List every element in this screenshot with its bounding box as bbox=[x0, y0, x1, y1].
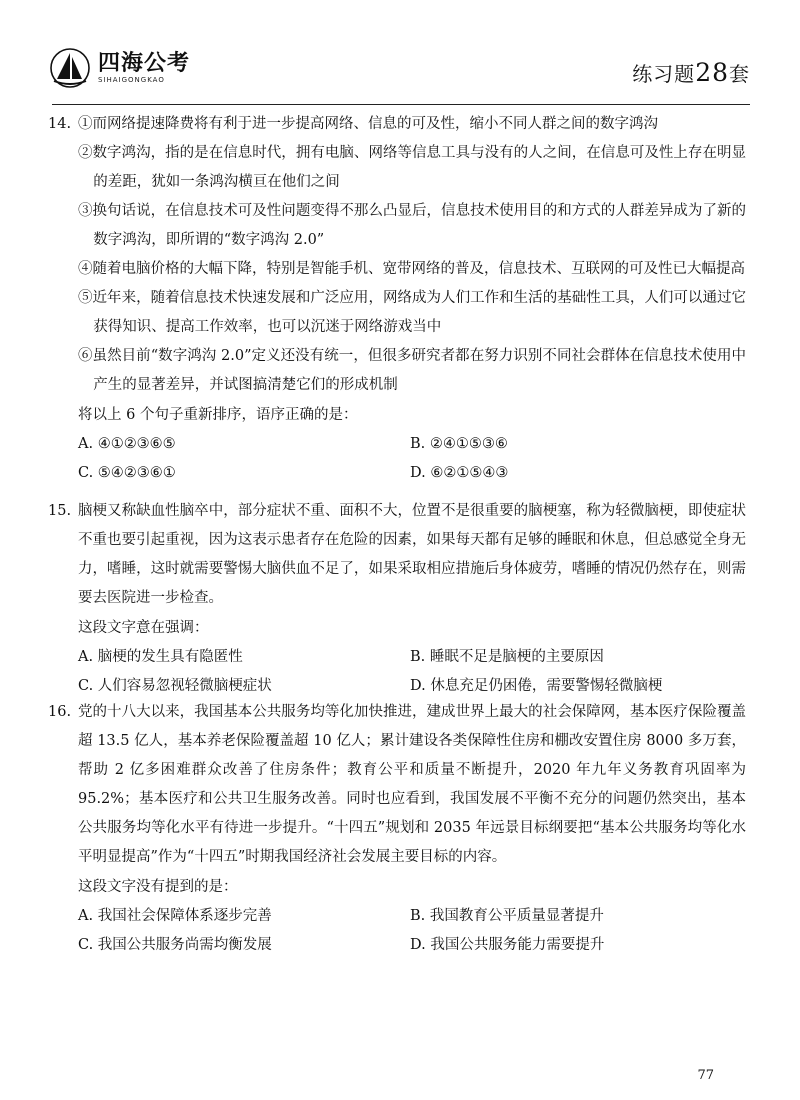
option-d[interactable]: D. 我国公共服务能力需要提升 bbox=[410, 937, 605, 953]
option-c[interactable]: C. ⑤④②③⑥① bbox=[78, 465, 176, 481]
question-16 bbox=[48, 698, 746, 960]
question-number: 15. bbox=[48, 503, 72, 519]
sailboat-logo-icon bbox=[48, 48, 92, 88]
sentence-3: ③换句话说，在信息技术可及性问题变得不那么凸显后，信息技术使用目的和方式的人群差异成为了新的数字鸿沟，即所谓的“数字鸿沟 2.0” bbox=[78, 203, 746, 248]
logo-subtext: SIHAIGONGKAO bbox=[98, 75, 165, 84]
option-d[interactable]: D. ⑥②①⑤④③ bbox=[410, 465, 509, 481]
question-number: 16. bbox=[48, 704, 72, 720]
answer-options bbox=[78, 430, 746, 488]
sentence-2: ②数字鸿沟，指的是在信息时代，拥有电脑、网络等信息工具与没有的人之间，在信息可及性上存在明显的差距，犹如一条鸿沟横亘在他们之间 bbox=[78, 145, 746, 190]
question-14 bbox=[48, 110, 746, 488]
sentence-6: ⑥虽然目前“数字鸿沟 2.0”定义还没有统一，但很多研究者都在努力识别不同社会群体在信息技术使用中产生的显著差异，并试图搞清楚它们的形成机制 bbox=[78, 348, 746, 393]
question-number: 14. bbox=[48, 116, 72, 132]
option-a[interactable]: A. 脑梗的发生具有隐匿性 bbox=[78, 649, 243, 665]
brand-logo bbox=[48, 48, 190, 88]
option-a[interactable]: A. ④①②③⑥⑤ bbox=[78, 436, 176, 452]
sentence-1: ①而网络提速降费将有利于进一步提高网络、信息的可及性，缩小不同人群之间的数字鸿沟 bbox=[78, 116, 658, 132]
answer-options bbox=[78, 643, 746, 701]
option-b[interactable]: B. 我国教育公平质量显著提升 bbox=[410, 908, 604, 924]
sentence-4: ④随着电脑价格的大幅下降，特别是智能手机、宽带网络的普及，信息技术、互联网的可及性已大幅提高 bbox=[78, 261, 745, 277]
header-divider bbox=[52, 104, 750, 105]
option-b[interactable]: B. ②④①⑤③⑥ bbox=[410, 436, 508, 452]
question-passage: 党的十八大以来，我国基本公共服务均等化加快推进，建成世界上最大的社会保障网，基本医疗保险覆盖超 13.5 亿人，基本养老保险覆盖超 10 亿人；累计建设各类保障性住房和棚改安置住房 8000 多万套，帮助 2 亿多困难群众改善了住房条件；教育公平和质量不断提升，2020 年九年义务教育巩固率为 95.2%；基本医疗和公共卫生服务改善。同时也应看到，我国发展不平衡不充分的问题仍然突出，基本公共服务均等化水平有待进一步提升。“十四五”规划和 2035 年远景目标纲要把“基本公共服务均等化水平明显提高”作为“十四五”时期我国经济社会发展主要目标的内容。 bbox=[78, 704, 746, 865]
question-prompt: 将以上 6 个句子重新排序，语序正确的是： bbox=[78, 407, 358, 423]
exercise-set-title bbox=[632, 58, 750, 87]
option-b[interactable]: B. 睡眠不足是脑梗的主要原因 bbox=[410, 649, 604, 665]
set-title-suffix: 套 bbox=[729, 62, 750, 86]
option-a[interactable]: A. 我国社会保障体系逐步完善 bbox=[78, 908, 272, 924]
option-c[interactable]: C. 我国公共服务尚需均衡发展 bbox=[78, 937, 272, 953]
question-prompt: 这段文字没有提到的是： bbox=[78, 879, 238, 895]
page-number: 77 bbox=[697, 1068, 714, 1083]
sentence-5: ⑤近年来，随着信息技术快速发展和广泛应用，网络成为人们工作和生活的基础性工具，人们可以通过它获得知识、提高工作效率，也可以沉迷于网络游戏当中 bbox=[78, 290, 746, 335]
set-title-prefix: 练习题 bbox=[632, 62, 696, 86]
question-15 bbox=[48, 497, 746, 701]
option-d[interactable]: D. 休息充足仍困倦，需要警惕轻微脑梗 bbox=[410, 678, 663, 694]
question-prompt: 这段文字意在强调： bbox=[78, 620, 209, 636]
logo-text: 四海公考 bbox=[98, 50, 191, 76]
question-passage: 脑梗又称缺血性脑卒中，部分症状不重、面积不大，位置不是很重要的脑梗塞，称为轻微脑梗，即使症状不重也要引起重视，因为这表示患者存在危险的因素，如果每天都有足够的睡眠和休息，但总感觉全身无力，嗜睡，这时就需要警惕大脑供血不足了，如果采取相应措施后身体疲劳，嗜睡的情况仍然存在，则需要去医院进一步检查。 bbox=[78, 503, 746, 606]
set-number: 28 bbox=[695, 58, 729, 87]
option-c[interactable]: C. 人们容易忽视轻微脑梗症状 bbox=[78, 678, 272, 694]
answer-options bbox=[78, 902, 746, 960]
